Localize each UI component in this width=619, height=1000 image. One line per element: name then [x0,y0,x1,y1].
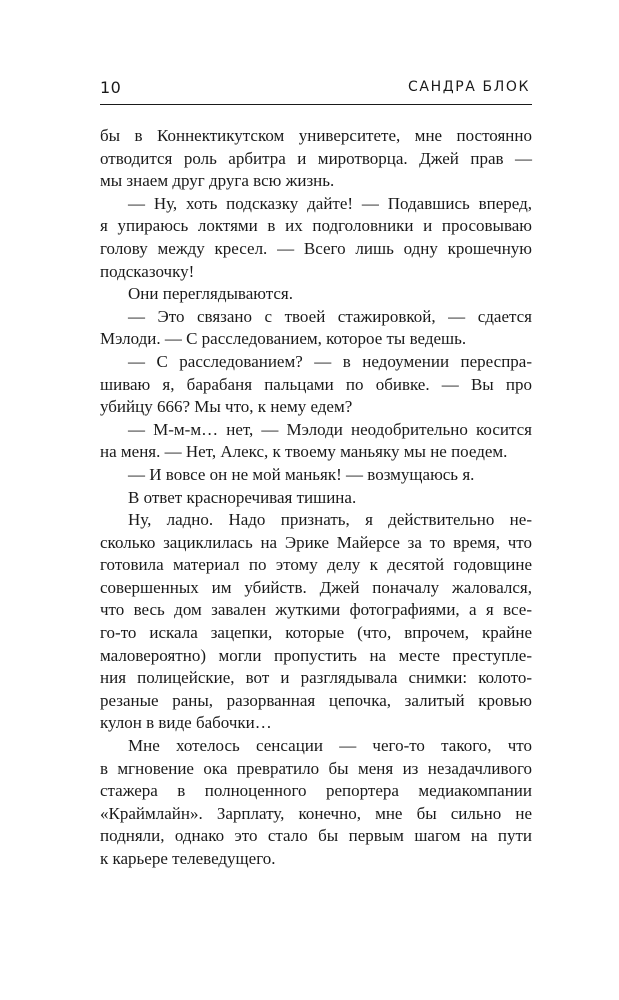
text-line: стажера в полноценного репортера медиакомпании [100,781,532,801]
text-line: — Ну, хоть подсказку дайте! — Подавшись вперед, [128,193,532,213]
text-line: Мэлоди. — С расследованием, которое ты ведешь. [100,329,467,349]
text-line: — И вовсе он не мой маньяк! — возмущаюсь я. [128,464,475,484]
text-line: голову между кресел. — Всего лишь одну крошечную [100,238,532,258]
text-line: к карьере телеведущего. [100,849,276,868]
text-line: кулон в виде бабочки… [100,713,272,733]
text-line: Ну, ладно. Надо признать, я действительно не- [128,510,532,530]
text-line: убийцу 666? Мы что, к нему едем? [100,397,353,417]
text-line: — С расследованием? — в недоумении переспра- [128,351,532,371]
body-text [100,125,532,871]
page-header [100,74,532,105]
text-line: готовила материал по этому делу к десятой годовщине [100,555,532,575]
text-line: маловероятно) могли пропустить на месте преступле- [100,645,532,665]
text-line: отводится роль арбитра и миротворца. Джей прав — [100,148,532,168]
page-number: 10 [100,78,122,97]
text-line: совершенных им убийств. Джей поначалу жаловался, [100,577,532,597]
text-line: Они переглядываются. [128,284,293,304]
text-line: «Краймлайн». Зарплату, конечно, мне бы сильно не [100,803,532,823]
text-line: В ответ красноречивая тишина. [128,487,357,507]
text-line: в мгновение ока превратило бы меня из незадачливого [100,758,532,778]
text-line: мы знаем друг друга всю жизнь. [100,171,335,191]
text-line: ния полицейские, вот и разглядывала снимки: колото- [100,668,532,688]
text-line: Мне хотелось сенсации — чего-то такого, что [128,736,532,756]
text-line: шиваю я, барабаня пальцами по обивке. — Вы про [100,374,532,394]
text-line: сколько зациклилась на Эрике Майерсе за то время, что [100,532,532,552]
text-line: бы в Коннектикутском университете, мне постоянно [100,126,532,145]
text-line: подняли, однако это стало бы первым шагом на пути [100,826,532,846]
text-line: резаные раны, разорванная цепочка, залитый кровью [100,690,532,710]
text-line: подсказочку! [100,261,195,281]
text-line: го-то искала зацепки, которые (что, впрочем, крайне [100,623,532,643]
text-line: на меня. — Нет, Алекс, к твоему маньяку мы не поедем. [100,442,508,462]
text-line: что весь дом завален жуткими фотографиями, а я все- [100,600,532,620]
text-line: — Это связано с твоей стажировкой, — сдается [128,306,532,326]
text-line: я упираюсь локтями в их подголовники и просовываю [100,216,532,236]
text-line: — М-м-м… нет, — Мэлоди неодобрительно косится [128,419,532,439]
running-head-author: САНДРА БЛОК [408,79,530,95]
